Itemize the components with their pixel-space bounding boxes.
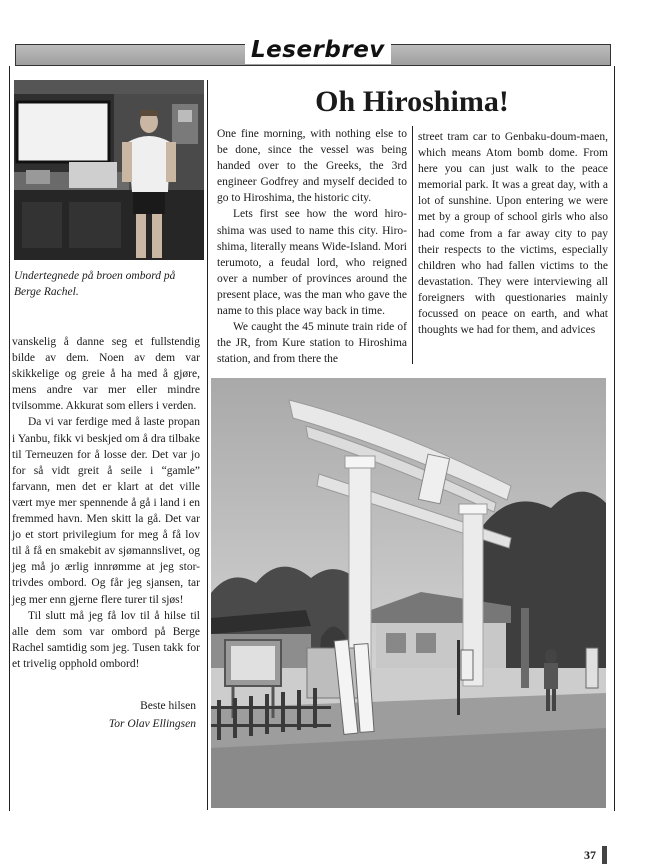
letter-signoff [12,697,196,733]
column-divider [614,66,615,811]
article-paragraph: Lets first see how the word hiro-shima was used to name this city. Hiro-shima, literally means Wide-Island. Mori terumoto, a feudal lord, who reigned over a number of provinces around the present place, was the man who gave the name to this place way back in time. [217,208,407,318]
column-divider [412,126,413,364]
section-title: Leserbrev [245,36,391,64]
bridge-photo [14,80,204,260]
signoff-greeting: Beste hilsen [140,700,196,712]
column-divider [207,80,208,810]
photo-caption: Undertegnede på broen ombord på Berge Rachel. [14,270,176,298]
page-number: 37 [584,848,596,862]
article-title: Oh Hiroshima! [315,85,509,118]
letter-column [12,334,200,672]
letter-paragraph: Da vi var ferdige med å laste propan i Yanbu, fikk vi beskjed om å dra tilbake til Terneuzen for å losse der. Det var jo for så vidt greit å seile i “gamle” farvann, men det er klart at det ville vært mye mer spennende å gå i land i en fremmed havn. Men skitt la gå. Det var jo et stort privilegium for meg å få lov til å få en smakebit av sjømannslivet, og jeg må jo ærlig innrømme at jeg stor-trivdes ombord. Og får jeg sjansen, tar jeg mer enn gjerne flere turer til sjøs! [12,416,200,606]
article-paragraph: We caught the 45 minute train ride of the JR, from Kure station to Hiroshima station, and from there the [217,321,407,366]
article-paragraph: One fine morning, with nothing else to be done, since the vessel was being handed over to the Greeks, the 3rd engineer Godfrey and myself decided to go to Hiroshima, the historic city. [217,128,407,205]
article-paragraph: street tram car to Genbaku-doum-maen, which means Atom bomb dome. From here you can just walk to the peace memorial park. It was a great day, with a lot of sunshine. Upon entering we were met by a group of school girls who also had come from a far away city to pay their respects to the victims, especially children who had fallen victims to the devastation. They were interviewing all foreigners with questionaries mainly focussed on peace on earth, and what thoughts we had for them, and advices [418,131,608,337]
page-edge-mark [602,846,607,864]
article-column-1 [217,126,407,367]
letter-paragraph: Til slutt må jeg få lov til å hilse til alle dem som var ombord på Berge Rachel samtidig som jeg. Tusen takk for et trivelig opphold ombord! [12,609,200,670]
letter-paragraph: vanskelig å danne seg et fullstendig bilde av dem. Noen av dem var skikkelige og greie å ha med å gjøre, mens andre var mer eller mindre tvilsomme. Akkurat som ellers i verden. [12,336,200,413]
column-divider [9,66,10,811]
article-column-2 [418,129,608,338]
torii-gate-photo [211,378,606,808]
signoff-author: Tor Olav Ellingsen [108,718,196,730]
